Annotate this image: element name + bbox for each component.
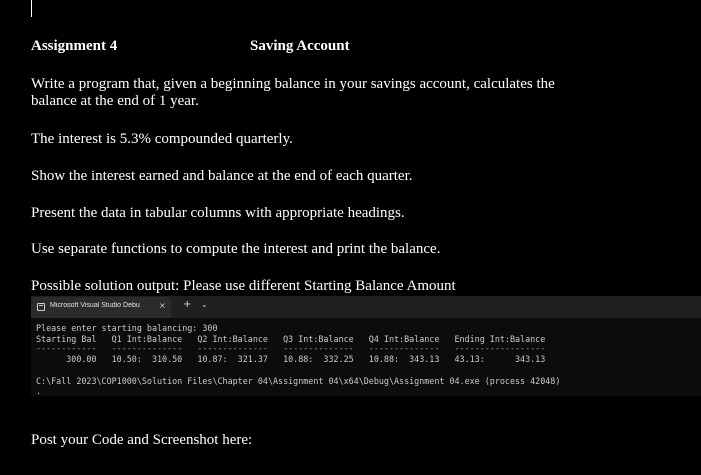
plus-icon[interactable]: + bbox=[183, 299, 192, 310]
solution-output-paragraph: Possible solution output: Please use different Starting Balance Amount bbox=[31, 278, 456, 294]
instructions-line-1: Write a program that, given a beginning balance in your savings account, calculates the bbox=[31, 76, 555, 92]
terminal-prompt-line: Please enter starting balancing: 300 bbox=[36, 323, 218, 333]
terminal-path-line: C:\Fall 2023\COP1000\Solution Files\Chapter 04\Assignment 04\x64\Debug\Assignment 04.exe (process 42048) bbox=[36, 376, 561, 386]
terminal-trailing-line: . bbox=[36, 386, 42, 396]
instructions-paragraph bbox=[31, 76, 555, 110]
terminal-data-row: 300.00 10.50: 310.50 10.87: 321.37 10.88: 332.25 10.88: 343.13 43.13: 343.13 bbox=[36, 354, 546, 364]
present-paragraph: Present the data in tabular columns with appropriate headings. bbox=[31, 205, 405, 221]
chevron-down-icon[interactable]: ⌄ bbox=[201, 300, 208, 309]
functions-paragraph: Use separate functions to compute the interest and print the balance. bbox=[31, 241, 441, 257]
terminal-header-line: Starting Bal Q1 Int:Balance Q2 Int:Balance Q3 Int:Balance Q4 Int:Balance Ending Int:Balance bbox=[36, 334, 546, 344]
show-paragraph: Show the interest earned and balance at the end of each quarter. bbox=[31, 168, 413, 184]
post-code-paragraph: Post your Code and Screenshot here: bbox=[31, 432, 253, 448]
close-icon[interactable]: × bbox=[159, 301, 166, 310]
terminal-tab[interactable] bbox=[31, 297, 171, 318]
terminal-icon bbox=[37, 303, 45, 311]
interest-paragraph: The interest is 5.3% compounded quarterly. bbox=[31, 131, 293, 147]
terminal-tab-bar bbox=[31, 296, 701, 318]
instructions-line-2: balance at the end of 1 year. bbox=[31, 93, 199, 109]
terminal-tab-label: Microsoft Visual Studio Debu bbox=[50, 302, 140, 309]
terminal-separator-line: ------------ -------------- -------------- -------------- -------------- ------------------ bbox=[36, 343, 546, 353]
assignment-heading: Assignment 4 bbox=[31, 38, 118, 54]
text-cursor bbox=[31, 0, 32, 17]
assignment-title: Saving Account bbox=[250, 38, 350, 54]
terminal-screenshot bbox=[31, 296, 701, 396]
